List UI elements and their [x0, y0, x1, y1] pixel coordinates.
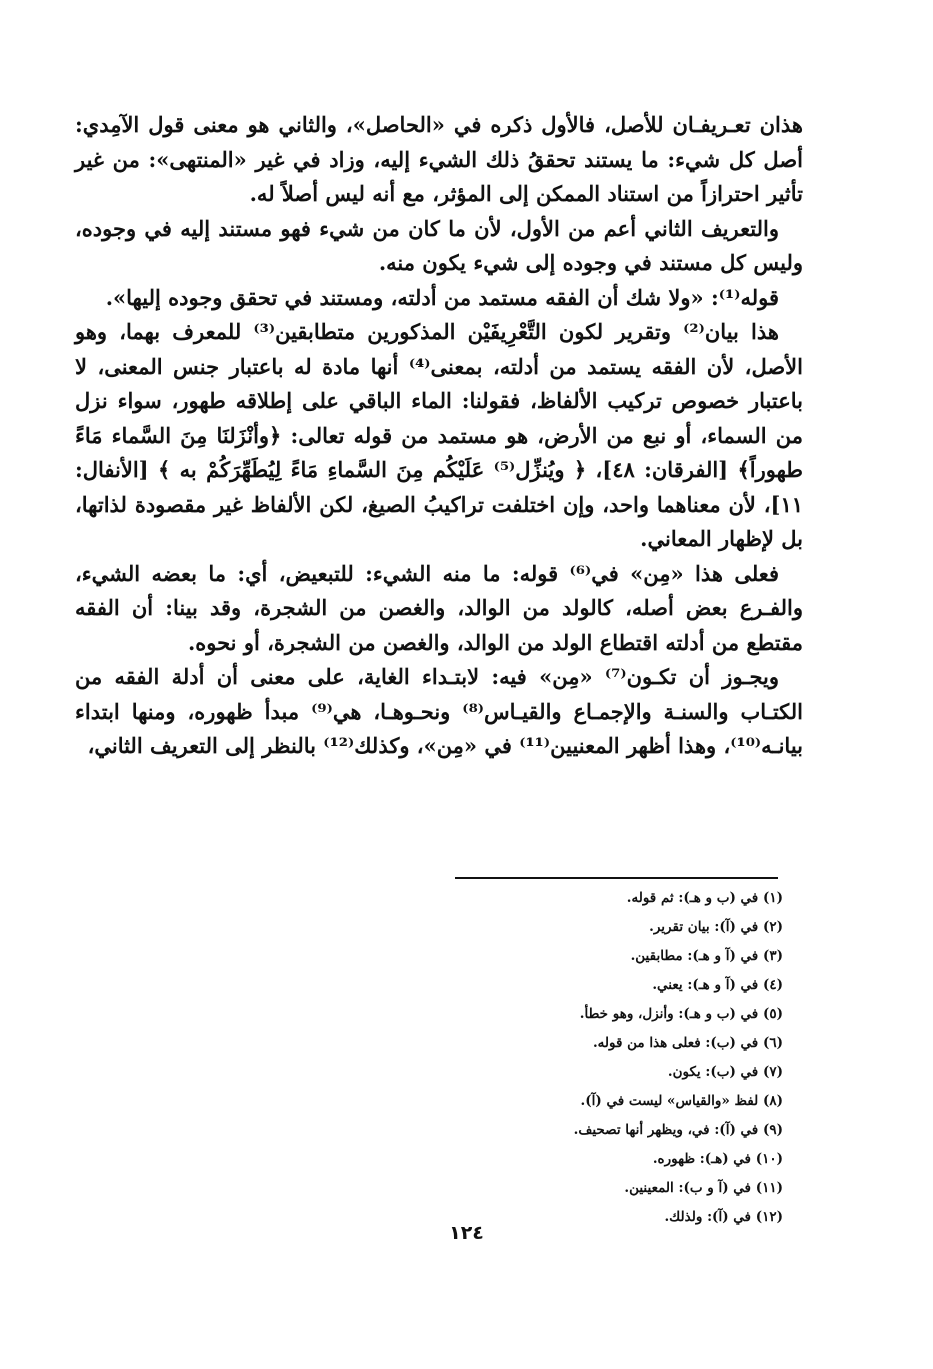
footnote: (٨) لفظ «والقياس» ليست في (آ). — [580, 1093, 783, 1109]
footnote: (٧) في (ب): يكون. — [667, 1064, 783, 1080]
paragraph: والتعريف الثاني أعم من الأول، لأن ما كان من شيء فهو مستند إليه في وجوده، وليس كل مستند في وجوده إلى شيء يكون منه. — [75, 215, 803, 275]
footnote: (١٠) في (هـ): ظهوره. — [652, 1151, 783, 1167]
footnote: (٦) في (ب): فعلى هذا من قوله. — [592, 1035, 783, 1051]
paragraph: هذان تعـريفـان للأصل، فالأول ذكره في «الحاصل»، والثاني هو معنى قول الآمِدي: أصل كل شيء: ما يستند تحققُ ذلك الشيء إليه، وزاد في غير «المنتهى»: من غير تأثير احترازاً من استناد الممكن إلى المؤثر، مع أنه ليس أصلاً له. — [75, 112, 803, 206]
footnote: (٥) في (ب و هـ): وأنزل، وهو خطأ. — [579, 1006, 783, 1022]
footnote-separator — [455, 877, 778, 879]
footnote: (١) في (ب و هـ): ثم قوله. — [626, 890, 783, 906]
paragraph: هذا بيان⁽²⁾ وتقرير لكون التَّعْرِيفَيْن المذكورين متطابقين⁽³⁾ للمعرف بهما، وهو الأصل، لأن الفقه يستمد من أدلته، بمعنى⁽⁴⁾ أنها مادة له باعتبار جنس المعنى، لا باعتبار خصوص تركيب الألفاظ، فقولنا: الماء الباقي على إطلاقه طهور، سواء نزل من السماء، أو نبع من الأرض، هو مستمد من قوله تعالى: ﴿وأنْزَلنَا مِنَ السَّماء مَاءً طهوراً﴾ [الفرقان: ٤٨]، ﴿ ويُنزِّل⁽⁵⁾ عَلَيْكُم مِنَ السَّماءِ مَاءً لِيُطَهِّرَكُمْ به ﴾ [الأنفال: ١١]، لأن معناهما واحد، وإن اختلفت تراكيبُ الصيغ، لكن الألفاظ غير مقصودة لذاتها، بل لإظهار المعاني. — [75, 319, 803, 551]
footnotes — [363, 884, 783, 1232]
footnote: (١١) في (آ و ب): المعينين. — [624, 1180, 783, 1196]
paragraph: قوله⁽¹⁾: «ولا شك أن الفقه مستمد من أدلته، ومستند في تحقق وجوده إليها». — [105, 284, 779, 310]
paragraph: فعلى هذا «مِن» في⁽⁶⁾ قوله: ما منه الشيء: للتبعيض، أي: ما بعضه الشيء، والفـرع بعض أصله، كالولد من الوالد، والغصن من الشجرة، وقد بينا: أن الفقه مقتطع من أدلته اقتطاع الولد من الوالد، والغصن من الشجرة، أو نحوه. — [75, 560, 803, 655]
main-text — [75, 108, 803, 764]
footnote: (٤) في (آ و هـ): يعني. — [652, 977, 783, 993]
footnote: (٣) في (آ و هـ): مطابقين. — [630, 948, 783, 964]
page-number: ١٢٤ — [449, 1222, 484, 1244]
footnote: (١٢) في (آ): ولذلك. — [664, 1209, 783, 1225]
paragraph: ويجـوز أن تكـون⁽⁷⁾ «مِن» فيه: لابتـداء الغاية، على معنى أن أدلة الفقه من الكتـاب والسنـة والإجمـاع والقيـاس⁽⁸⁾ ونحـوهـا، هي⁽⁹⁾ مبدأ ظهوره، ومنها ابتداء بيانـه⁽¹⁰⁾، وهذا أظهر المعنيين⁽¹¹⁾ في «مِن»، وكذلك⁽¹²⁾ بالنظر إلى التعريف الثاني، — [75, 664, 803, 758]
footnote: (٩) في (آ): في، ويظهر أنها تصحيف. — [573, 1122, 783, 1138]
footnote: (٢) في (آ): بيان تقرير. — [649, 919, 783, 935]
